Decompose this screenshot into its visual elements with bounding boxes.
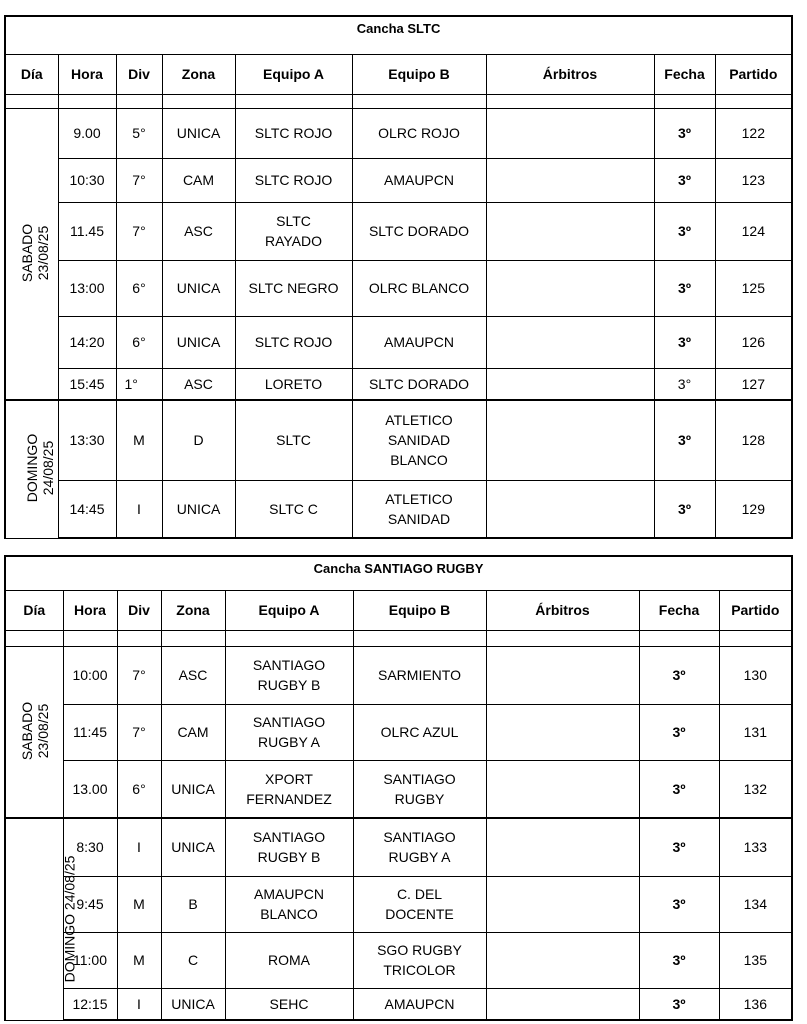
header-equipo-b: Equipo B [352,54,486,94]
cell-hora: 11:00 [63,932,117,988]
cell-hora: 11.45 [58,202,116,260]
table-row [5,202,792,260]
header-fecha: Fecha [639,590,719,630]
cell-arbitros [486,818,639,876]
table-row [5,368,792,400]
cell-fecha: 3º [654,202,715,260]
cell-hora: 10:30 [58,158,116,202]
cell-hora: 15:45 [58,368,116,400]
cell-partido: 122 [715,108,792,158]
spacer-cell [639,630,719,646]
cell-div: M [117,876,161,932]
header-equipo-a: Equipo A [235,54,352,94]
cell-fecha: 3º [654,158,715,202]
cell-partido: 132 [719,760,792,818]
day-cell [5,646,63,818]
cell-fecha: 3º [639,988,719,1020]
cell-equipo-a: LORETO [235,368,352,400]
cell-div: 6° [116,260,162,316]
spacer-cell [353,630,486,646]
header-arbitros: Árbitros [486,590,639,630]
cell-equipo-a: SLTC [235,400,352,480]
cell-arbitros [486,646,639,704]
cell-zona: C [161,932,225,988]
cell-fecha: 3º [654,260,715,316]
day-label: DOMINGO 24/08/25 [61,855,78,983]
cell-arbitros [486,260,654,316]
day-label: SABADO 23/08/25 [19,223,52,282]
cell-equipo-a: SLTC C [235,480,352,538]
cell-hora: 13.00 [63,760,117,818]
table-row [5,158,792,202]
cell-hora: 13:00 [58,260,116,316]
table-row [5,818,792,876]
header-hora: Hora [63,590,117,630]
cell-equipo-a: SEHC [225,988,353,1020]
spacer-cell [63,630,117,646]
cell-zona: CAM [162,158,235,202]
day-cell [5,400,58,538]
cell-div: 7° [117,704,161,760]
cell-partido: 127 [715,368,792,400]
cell-div: 7° [117,646,161,704]
spacer-cell [5,94,58,108]
cell-zona: UNICA [162,108,235,158]
table-row [5,932,792,988]
spacer-cell [116,94,162,108]
cell-fecha: 3º [639,646,719,704]
table-row [5,400,792,480]
spacer-cell [162,94,235,108]
cell-partido: 124 [715,202,792,260]
cell-fecha: 3º [639,818,719,876]
cell-arbitros [486,480,654,538]
table-title: Cancha SANTIAGO RUGBY [5,556,792,590]
day-cell [5,818,78,1020]
cell-equipo-b: SANTIAGO RUGBY [353,760,486,818]
day-label: DOMINGO 24/08/25 [24,434,57,503]
header-div: Div [117,590,161,630]
table-row [5,316,792,368]
cell-partido: 136 [719,988,792,1020]
cell-partido: 129 [715,480,792,538]
cell-arbitros [486,400,654,480]
cell-equipo-a: SLTC NEGRO [235,260,352,316]
spacer-cell [715,94,792,108]
cell-zona: UNICA [161,760,225,818]
cell-div: I [117,818,161,876]
table-row [5,480,792,538]
cell-fecha: 3º [639,760,719,818]
cell-arbitros [486,158,654,202]
header-arbitros: Árbitros [486,54,654,94]
spacer-cell [235,94,352,108]
header-fecha: Fecha [654,54,715,94]
table-row [5,988,792,1020]
cell-fecha: 3º [654,108,715,158]
cell-fecha: 3º [654,400,715,480]
cell-equipo-a: SANTIAGO RUGBY B [225,818,353,876]
header-partido: Partido [719,590,792,630]
cell-partido: 128 [715,400,792,480]
cell-arbitros [486,202,654,260]
spacer-cell [5,630,63,646]
cell-partido: 131 [719,704,792,760]
header-equipo-b: Equipo B [353,590,486,630]
table-row [5,646,792,704]
cell-hora: 14:45 [58,480,116,538]
cell-hora: 13:30 [58,400,116,480]
table-cancha-santiago-rugby [4,555,791,1021]
cell-fecha: 3º [639,704,719,760]
spacer-cell [486,630,639,646]
table-row [5,704,792,760]
cell-equipo-a: SANTIAGO RUGBY B [225,646,353,704]
cell-zona: ASC [161,646,225,704]
cell-zona: ASC [162,202,235,260]
cell-equipo-b: SARMIENTO [353,646,486,704]
spacer-cell [225,630,353,646]
spacer-cell [352,94,486,108]
cell-zona: UNICA [161,988,225,1020]
cell-equipo-b: SLTC DORADO [352,202,486,260]
table-row [5,760,792,818]
cell-zona: D [162,400,235,480]
cell-arbitros [486,316,654,368]
cell-hora: 9:45 [63,876,117,932]
header-equipo-a: Equipo A [225,590,353,630]
day-cell [5,108,58,400]
spacer-cell [719,630,792,646]
header-hora: Hora [58,54,116,94]
cell-arbitros [486,760,639,818]
table-row [5,876,792,932]
cell-hora: 9.00 [58,108,116,158]
cell-hora: 8:30 [63,818,117,876]
cell-equipo-a: ROMA [225,932,353,988]
cell-fecha: 3º [654,480,715,538]
cell-equipo-b: SLTC DORADO [352,368,486,400]
header-zona: Zona [162,54,235,94]
header-div: Div [116,54,162,94]
table-row [5,108,792,158]
cell-equipo-b: AMAUPCN [353,988,486,1020]
cell-partido: 125 [715,260,792,316]
cell-equipo-b: C. DEL DOCENTE [353,876,486,932]
cell-fecha: 3º [639,876,719,932]
cell-div: I [117,988,161,1020]
cell-equipo-b: AMAUPCN [352,316,486,368]
cell-arbitros [486,932,639,988]
cell-partido: 133 [719,818,792,876]
cell-equipo-b: AMAUPCN [352,158,486,202]
spacer-cell [58,94,116,108]
day-label: SABADO 23/08/25 [19,701,52,760]
cell-arbitros [486,108,654,158]
table-row [5,260,792,316]
cell-hora: 12:15 [63,988,117,1020]
header-row [5,54,792,94]
table-cancha-sltc [4,15,791,539]
table-title: Cancha SLTC [5,16,792,54]
cell-partido: 134 [719,876,792,932]
cell-equipo-b: OLRC ROJO [352,108,486,158]
cell-div: 6° [117,760,161,818]
cell-equipo-a: XPORT FERNANDEZ [225,760,353,818]
header-partido: Partido [715,54,792,94]
cell-equipo-a: SLTC ROJO [235,108,352,158]
spacer-cell [486,94,654,108]
cell-equipo-a: SLTC ROJO [235,316,352,368]
cell-div: 6° [116,316,162,368]
cell-equipo-b: SGO RUGBY TRICOLOR [353,932,486,988]
cell-fecha: 3° [654,368,715,400]
cell-equipo-a: SLTC ROJO [235,158,352,202]
cell-zona: B [161,876,225,932]
cell-div: 1° [116,368,162,400]
cell-equipo-b: SANTIAGO RUGBY A [353,818,486,876]
cell-equipo-b: OLRC AZUL [353,704,486,760]
cell-arbitros [486,988,639,1020]
cell-partido: 126 [715,316,792,368]
cell-equipo-b: OLRC BLANCO [352,260,486,316]
cell-zona: UNICA [162,316,235,368]
cell-zona: UNICA [161,818,225,876]
cell-hora: 11:45 [63,704,117,760]
cell-div: M [117,932,161,988]
cell-arbitros [486,704,639,760]
cell-equipo-b: ATLETICO SANIDAD [352,480,486,538]
spacer-cell [161,630,225,646]
cell-equipo-a: AMAUPCN BLANCO [225,876,353,932]
cell-zona: UNICA [162,260,235,316]
cell-div: 5° [116,108,162,158]
cell-equipo-b: ATLETICO SANIDAD BLANCO [352,400,486,480]
cell-arbitros [486,368,654,400]
cell-hora: 10:00 [63,646,117,704]
cell-partido: 135 [719,932,792,988]
header-dia: Día [5,590,63,630]
spacer-cell [117,630,161,646]
cell-zona: CAM [161,704,225,760]
header-row [5,590,792,630]
cell-div: M [116,400,162,480]
cell-zona: UNICA [162,480,235,538]
cell-equipo-a: SANTIAGO RUGBY A [225,704,353,760]
header-zona: Zona [161,590,225,630]
spacer-cell [654,94,715,108]
cell-hora: 14:20 [58,316,116,368]
cell-div: 7° [116,158,162,202]
cell-zona: ASC [162,368,235,400]
cell-partido: 130 [719,646,792,704]
cell-fecha: 3º [639,932,719,988]
cell-partido: 123 [715,158,792,202]
cell-fecha: 3º [654,316,715,368]
cell-arbitros [486,876,639,932]
cell-div: I [116,480,162,538]
cell-div: 7° [116,202,162,260]
cell-equipo-a: SLTC RAYADO [235,202,352,260]
header-dia: Día [5,54,58,94]
